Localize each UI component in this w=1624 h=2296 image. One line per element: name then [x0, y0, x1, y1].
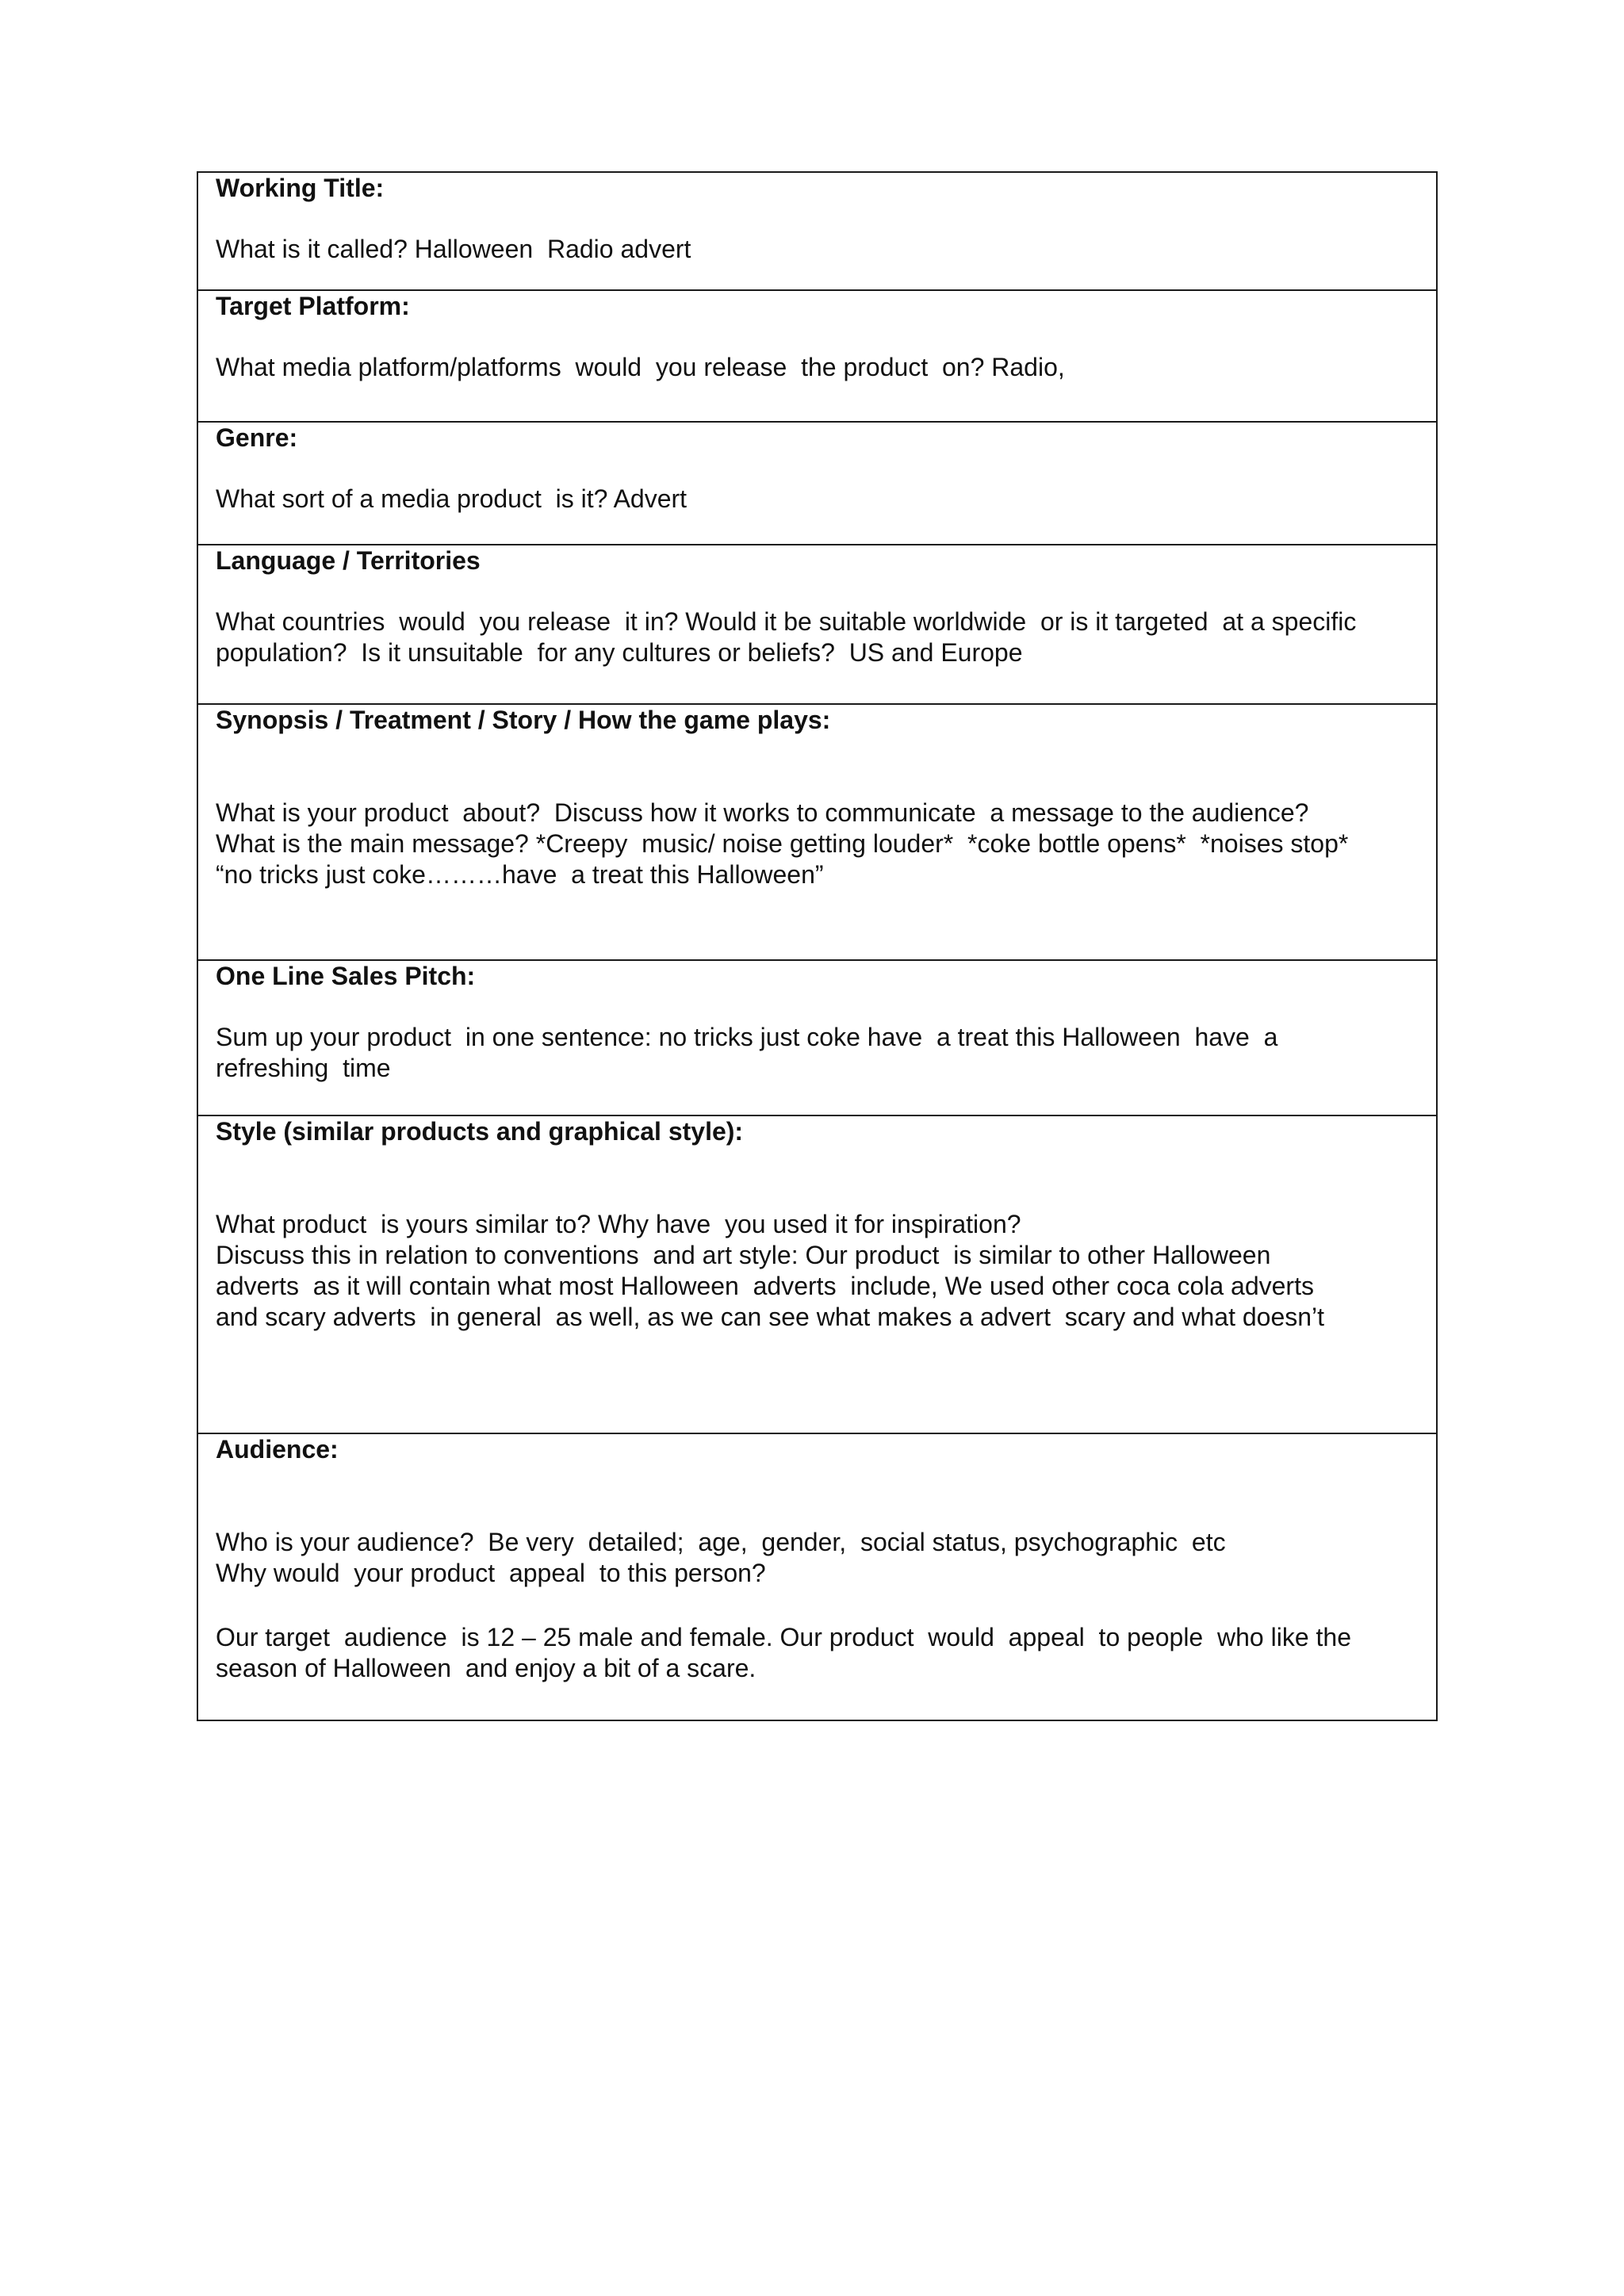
section-audience — [197, 1433, 1437, 1720]
section-text-line: Discuss this in relation to conventions and art style: Our product is similar to other Halloween — [216, 1241, 1271, 1269]
cell-target-platform — [197, 290, 1437, 422]
section-text-line: Why would your product appeal to this person? — [216, 1559, 766, 1587]
section-heading: Synopsis / Treatment / Story / How the game plays: — [216, 706, 831, 734]
cell-synopsis — [197, 704, 1437, 960]
section-heading: Working Title: — [216, 174, 385, 202]
cell-working-title — [197, 172, 1437, 290]
section-sales-pitch — [197, 960, 1437, 1115]
section-answer-line: Our target audience is 12 – 25 male and female. Our product would appeal to people who like the — [216, 1623, 1351, 1651]
section-text-line: Who is your audience? Be very detailed; age, gender, social status, psychographic etc — [216, 1528, 1226, 1556]
section-synopsis — [197, 704, 1437, 960]
section-text-line: What is the main message? *Creepy music/ noise getting louder* *coke bottle opens* *noises stop* — [216, 829, 1349, 858]
section-heading: Style (similar products and graphical style): — [216, 1117, 744, 1146]
cell-sales-pitch — [197, 960, 1437, 1115]
section-working-title — [197, 172, 1437, 290]
section-text-line: What is your product about? Discuss how it works to communicate a message to the audience? — [216, 798, 1309, 827]
section-heading: One Line Sales Pitch: — [216, 962, 476, 990]
cell-style — [197, 1115, 1437, 1433]
section-language-territories — [197, 545, 1437, 704]
section-text-line: refreshing time — [216, 1054, 391, 1082]
section-heading: Genre: — [216, 423, 298, 452]
cell-audience — [197, 1433, 1437, 1720]
cell-language-territories — [197, 545, 1437, 704]
section-text: What sort of a media product is it? Advert — [216, 484, 688, 513]
section-text-line: population? Is it unsuitable for any cultures or beliefs? US and Europe — [216, 638, 1023, 667]
section-text: What media platform/platforms would you release the product on? Radio, — [216, 353, 1065, 381]
section-genre — [197, 422, 1437, 545]
section-text-line: What countries would you release it in? Would it be suitable worldwide or is it targeted at a specific — [216, 607, 1357, 636]
section-text: What is it called? Halloween Radio advert — [216, 235, 691, 263]
section-text-line: and scary adverts in general as well, as we can see what makes a advert scary and what doesn’t — [216, 1303, 1325, 1331]
section-heading: Target Platform: — [216, 292, 410, 320]
section-style — [197, 1115, 1437, 1433]
section-target-platform — [197, 290, 1437, 422]
section-text-line: adverts as it will contain what most Halloween adverts include, We used other coca cola adverts — [216, 1272, 1314, 1300]
section-heading: Audience: — [216, 1435, 339, 1464]
section-answer-line: season of Halloween and enjoy a bit of a scare. — [216, 1654, 756, 1682]
cell-genre — [197, 422, 1437, 545]
section-text-line: What product is yours similar to? Why have you used it for inspiration? — [216, 1210, 1021, 1238]
section-text-line: “no tricks just coke………have a treat this Halloween” — [216, 860, 824, 889]
section-heading: Language / Territories — [216, 546, 481, 575]
planning-form-table — [197, 171, 1438, 1721]
section-text-line: Sum up your product in one sentence: no tricks just coke have a treat this Halloween have a — [216, 1023, 1278, 1051]
